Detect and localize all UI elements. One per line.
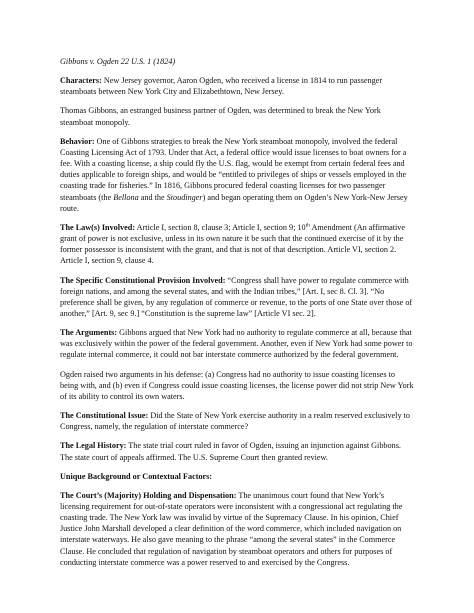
characters-text: New Jersey governor, Aaron Ogden, who received a license in 1814 to run passenger steamboats between New York City and Elizabethtown, New Jersey. — [60, 76, 383, 97]
history-label: The Legal History: — [60, 441, 127, 451]
characters-label: Characters: — [60, 76, 102, 86]
laws-text-b: Amendment (An affirmative grant of power is not exclusive, unless in its own nature it be such that the continued exercise of it by the former possessor is inconsistent with the grant, and that is not of that description. Article VI, section 2. Article I, section 9, clause 4. — [60, 222, 405, 266]
provision-label: The Specific Constitutional Provision Involved: — [60, 275, 226, 285]
document-title: Gibbons v. Ogden 22 U.S. 1 (1824) — [60, 57, 176, 66]
characters-paragraph-2: Thomas Gibbons, an estranged business partner of Ogden, was determined to break the New York steamboat monopoly. — [60, 106, 381, 127]
arguments-paragraph — [60, 327, 414, 360]
laws-superscript: th — [305, 222, 310, 229]
arguments-paragraph-2: Ogden raised two arguments in his defense: (a) Congress had no authority to issue coasting licenses to being with, and (b) even if Congress could issue coasting licenses, the license power did not strip New York of its ability to control its own waters. — [60, 369, 414, 401]
provision-paragraph — [60, 275, 414, 320]
unique-background-heading: Unique Background or Contextual Factors: — [60, 471, 213, 481]
history-text: The state trial court ruled in favor of Ogden, issuing an injunction against Gibbons. The state court of appeals affirmed. The U.S. Supreme Court then granted review. — [60, 441, 401, 462]
holding-paragraph — [60, 490, 414, 568]
provision-text: “Congress shall have power to regulate commerce with foreign nations, and among the several states, and with the Indian tribes,” [Art. I, sec 8. Cl. 3]. “No preference shall be given, by any regulation of commerce or revenue, to the ports of one State over those of another,” [Art. 9, sec 9.] “Constitution is the supreme law” [Article VI sec. 2]. — [60, 275, 413, 318]
holding-label: The Court’s (Majority) Holding and Dispensation: — [60, 490, 237, 500]
arguments-label: The Arguments: — [60, 328, 118, 338]
laws-paragraph — [60, 222, 414, 267]
issue-label: The Constitutional Issue: — [60, 411, 149, 421]
behavior-text-c: ) and began operating them on Ogden’s New York-New Jersey route. — [60, 192, 408, 213]
issue-text: Did the State of New York exercise authority in a realm reserved exclusively to Congress, namely, the regulation of interstate commerce? — [60, 411, 410, 432]
behavior-text-b: and the — [138, 192, 167, 202]
arguments-text: Gibbons argued that New York had no authority to regulate commerce at all, because that was exclusively within the power of the federal government. Another, even if New York had some power to regulate internal commerce, it could not bar interstate commerce authorized by the federal government. — [60, 328, 413, 360]
ship-name-bellona: Bellona — [113, 192, 139, 202]
holding-text: The unanimous court found that New York’s licensing requirement for out-of-state operators were inconsistent with a congressional act regulating the coasting trade. The New York law was invalid by virtue of the Supremacy Clause. In his opinion, Chief Justice John Marshall developed a clear definition of the word commerce, which included navigation on interstate waterways. He also gave meaning to the phrase “among the several states” in the Commerce Clause. He concluded that regulation of navigation by steamboat operators and others for purposes of conducting interstate commerce was a power reserved to and exercised by the Congress. — [60, 490, 403, 567]
laws-text-a: Article I, section 8, clause 3; Article I, section 9; 10 — [135, 222, 306, 232]
behavior-paragraph — [60, 136, 414, 214]
laws-label: The Law(s) Involved: — [60, 222, 136, 232]
history-paragraph — [60, 440, 414, 462]
issue-paragraph — [60, 410, 414, 432]
behavior-text-a: One of Gibbons strategies to break the New York steamboat monopoly, involved the federal Coasting Licensing Act of 1793. Under that Act, a federal office would issue licenses to boat owners for a fee. With a coasting license, a ship could fly the U.S. flag, would be exempt from certain federal fees and duties applicable to foreign ships, and would be “entitled to privileges of ships or vessels employed in the coasting trade for fisheries.” In 1816, Gibbons procured federal coasting licenses for two passenger steamboats (the — [60, 136, 407, 202]
ship-name-stoudinger: Stoudinger — [166, 192, 203, 202]
behavior-label: Behavior: — [60, 136, 95, 146]
characters-paragraph — [60, 75, 414, 97]
